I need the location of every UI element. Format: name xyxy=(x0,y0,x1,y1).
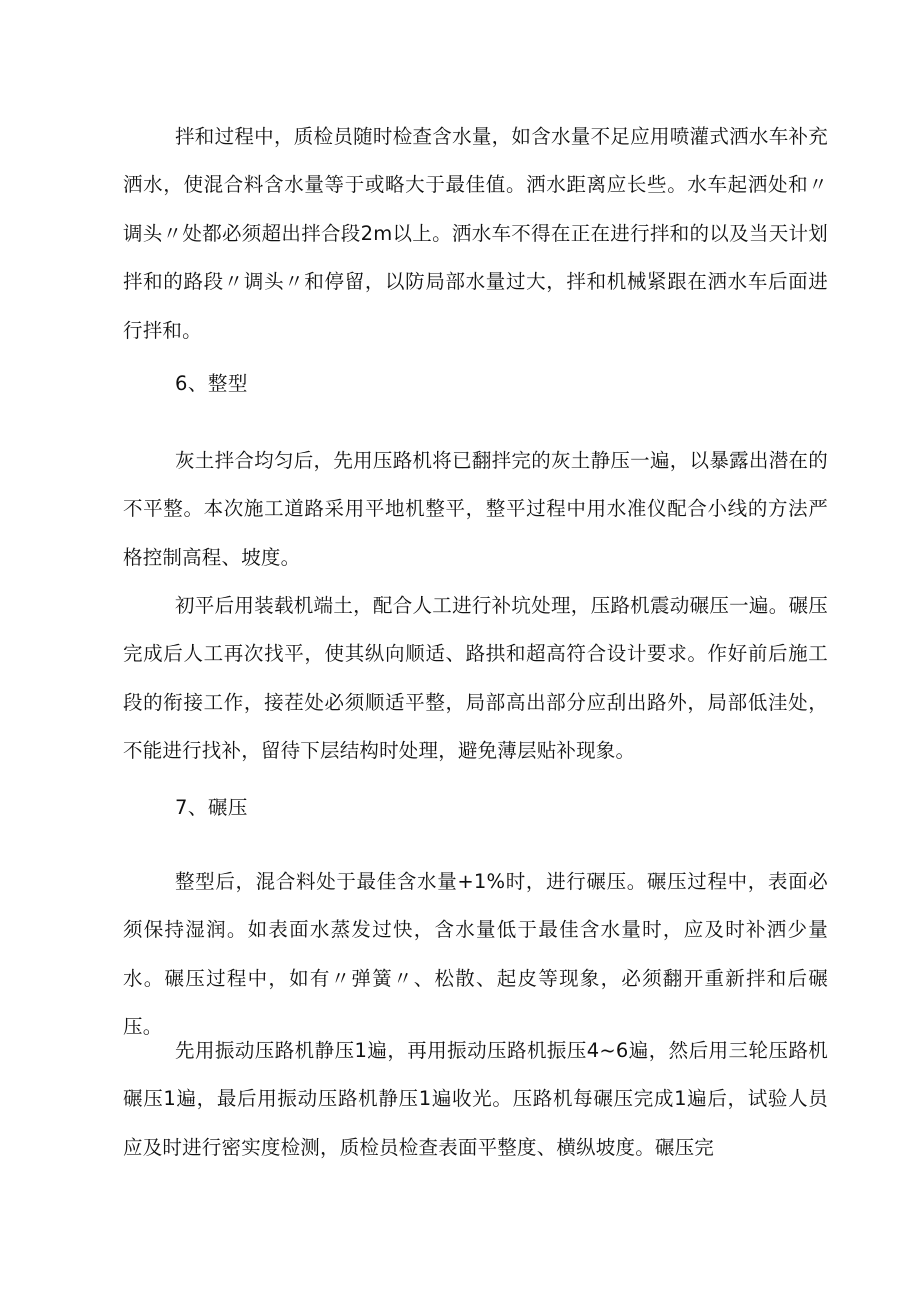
paragraph-mixing-water: 拌和过程中，质检员随时检查含水量，如含水量不足应用喷灌式洒水车补充洒水，使混合料含水量等于或略大于最佳值。洒水距离应长些。水车起洒处和〃调头〃处都必须超出拌合段2m以上。洒水车不得在正在进行拌和的以及当天计划拌和的路段〃调头〃和停留，以防局部水量过大，拌和机械紧跟在洒水车后面进行拌和。 xyxy=(123,125,828,342)
paragraph-compaction-moisture: 整型后，混合料处于最佳含水量+1%时，进行碾压。碾压过程中，表面必须保持湿润。如表面水蒸发过快，含水量低于最佳含水量时，应及时补洒少量水。碾压过程中，如有〃弹簧〃、松散、起皮等现象，必须翻开重新拌和后碾压。 xyxy=(123,870,828,1039)
paragraph-compaction-sequence: 先用振动压路机静压1遍，再用振动压路机振压4~6遍，然后用三轮压路机碾压1遍，最后用振动压路机静压1遍收光。压路机每碾压完成1遍后，试验人员应及时进行密实度检测，质检员检查表面平整度、横纵坡度。碾压完 xyxy=(123,1039,828,1159)
section-heading-compaction: 7、碾压 xyxy=(175,796,248,819)
paragraph-shaping-patching: 初平后用装载机端土，配合人工进行补坑处理，压路机震动碾压一遍。碾压完成后人工再次找平，使其纵向顺适、路拱和超高符合设计要求。作好前后施工段的衔接工作，接茬处必须顺适平整，局部高出部分应刮出路外，局部低洼处，不能进行找补，留待下层结构时处理，避免薄层贴补现象。 xyxy=(123,594,828,763)
paragraph-shaping-grading: 灰土拌合均匀后，先用压路机将已翻拌完的灰土静压一遍，以暴露出潜在的不平整。本次施工道路采用平地机整平，整平过程中用水准仪配合小线的方法严格控制高程、坡度。 xyxy=(123,449,828,569)
section-heading-shaping: 6、整型 xyxy=(175,372,248,395)
